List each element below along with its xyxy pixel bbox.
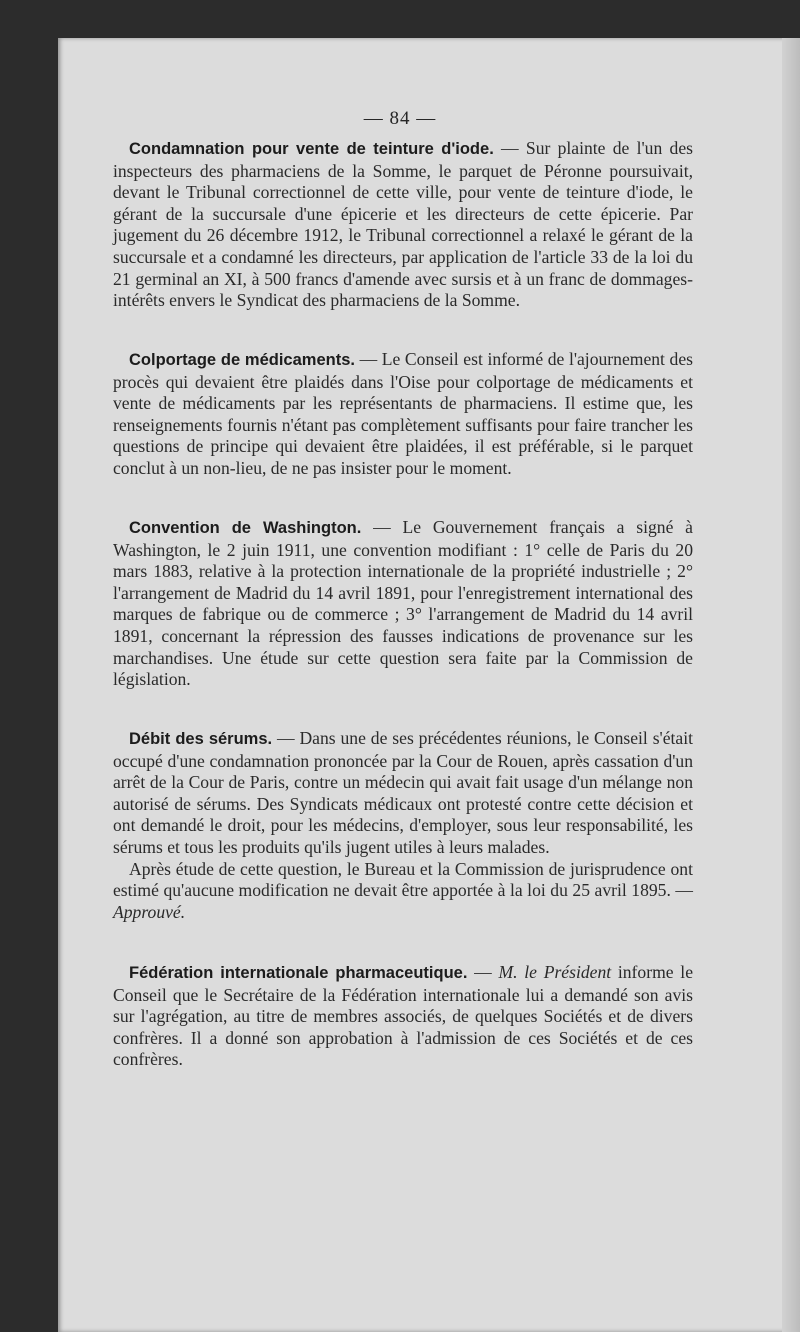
paragraph	[113, 138, 693, 312]
section-body: — Le Conseil est informé de l'ajournement des procès qui devaient être plaidés dans l'Oise pour colportage de médicaments et vente de médicaments par les représentants de pharmaciens. Il estime que, les renseignements fournis n'étant pas complètement suffisants pour faire trancher les questions de principe qui devaient être plaidées, il est préférable, si le parquet conclut à un non-lieu, de ne pas insister pour le moment.	[113, 349, 693, 478]
section-convention	[113, 517, 693, 691]
section-heading: Convention de Washington.	[129, 519, 362, 537]
section-body: — Sur plainte de l'un des inspecteurs des pharmaciens de la Somme, le parquet de Péronne poursuivait, devant le Tribunal correctionnel de cette ville, pour vente de teinture d'iode, le gérant de la succursale d'une épicerie et les directeurs de cette épicerie. Par jugement du 26 décembre 1912, le Tribunal correctionnel a relaxé le gérant de la succursale et a condamné les directeurs, par application de l'article 33 de la loi du 21 germinal an XI, à 500 francs d'amende avec sursis et à un franc de dommages-intérêts envers le Syndicat des pharmaciens de la Somme.	[113, 138, 693, 311]
section-body: informe le Conseil que le Secrétaire de la Fédération internationale lui a demandé son avis sur l'agrégation, au titre de membres associés, de quelques Sociétés et de divers confrères. Il a donné son approbation à l'admission de ces Sociétés et de ces confrères.	[113, 962, 694, 1070]
approval-note: Approuvé.	[113, 901, 186, 922]
section-body: — Le Gouvernement français a signé à Washington, le 2 juin 1911, une convention modifiant : 1° celle de Paris du 20 mars 1883, relative à la protection internationale de la propriété industrielle ; 2° l'arrangement de Madrid du 14 avril 1891, pour l'enregistrement international des marques de fabrique ou de commerce ; 3° l'arrangement de Madrid du 14 avril 1891, concernant la répression des fausses indications de provenance sur les marchandises. Une étude sur cette question sera faite par la Commission de législation.	[113, 517, 693, 690]
section-federation	[113, 962, 693, 1071]
section-heading: Colportage de médicaments.	[129, 351, 355, 369]
paragraph	[113, 728, 693, 859]
section-heading: Débit des sérums.	[129, 730, 273, 748]
page-number: — 84 —	[363, 108, 437, 129]
page-edge	[782, 38, 800, 1332]
section-body: — Dans une de ses précédentes réunions, le Conseil s'était occupé d'une condamnation prononcée par la Cour de Rouen, après cassation d'un arrêt de la Cour de Paris, contre un médecin qui avait fait usage d'un mélange non autorisé de sérums. Des Syndicats médicaux ont protesté contre cette décision et ont demandé le droit, pour les médecins, d'employer, sous leur responsabilité, les sérums et tous les produits qu'ils jugent utiles à leurs malades.	[113, 728, 693, 857]
section-heading: Condamnation pour vente de teinture d'iode.	[129, 140, 494, 158]
section-body-continued: Après étude de cette question, le Bureau et la Commission de jurisprudence ont estimé qu'aucune modification ne devait être apportée à la loi du 25 avril 1895. —	[113, 858, 693, 901]
paragraph	[113, 859, 693, 924]
paragraph	[113, 517, 693, 691]
dash-separator: —	[467, 962, 499, 982]
section-condamnation	[113, 138, 693, 312]
section-colportage	[113, 349, 693, 480]
president-name: M. le Président	[498, 962, 612, 982]
paragraph	[113, 349, 693, 480]
paragraph	[113, 962, 693, 1071]
section-debit-serums	[113, 728, 693, 923]
section-heading: Fédération internationale pharmaceutique.	[129, 964, 468, 982]
